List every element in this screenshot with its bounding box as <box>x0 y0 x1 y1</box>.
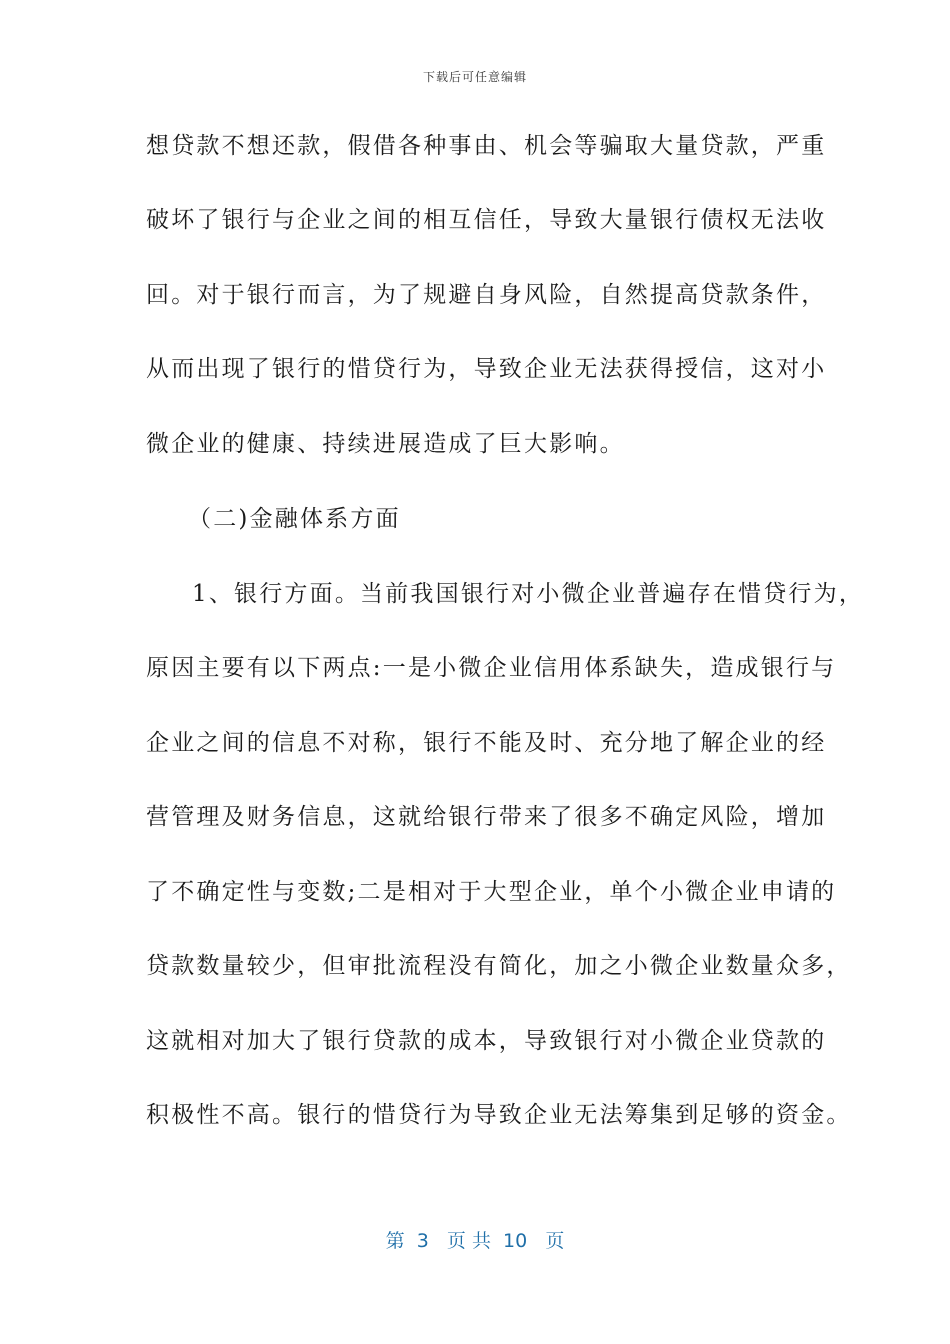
header-note: 下载后可任意编辑 <box>422 70 527 84</box>
paragraph-line: 营管理及财务信息，这就给银行带来了很多不确定风险，增加 <box>146 804 827 830</box>
paragraph-line: 原因主要有以下两点:一是小微企业信用体系缺失，造成银行与 <box>146 655 837 681</box>
paragraph-line: 这就相对加大了银行贷款的成本，导致银行对小微企业贷款的 <box>146 1028 827 1054</box>
page-number-footer: 第 3 页 共 10 页 <box>385 1230 565 1252</box>
paragraph-line: 贷款数量较少，但审批流程没有简化，加之小微企业数量众多， <box>146 953 852 979</box>
paragraph-line: 1、银行方面。当前我国银行对小微企业普遍存在惜贷行为， <box>192 581 865 607</box>
paragraph-line: 从而出现了银行的惜贷行为，导致企业无法获得授信，这对小 <box>146 356 827 382</box>
paragraph-line: 回。对于银行而言，为了规避自身风险，自然提高贷款条件， <box>146 282 827 308</box>
paragraph-line: 积极性不高。银行的惜贷行为导致企业无法筹集到足够的资金。 <box>146 1102 852 1128</box>
section-heading: （二)金融体系方面 <box>188 506 401 532</box>
paragraph-line: 破坏了银行与企业之间的相互信任，导致大量银行债权无法收 <box>146 207 827 233</box>
paragraph-line: 微企业的健康、持续进展造成了巨大影响。 <box>146 431 625 457</box>
paragraph-line: 想贷款不想还款，假借各种事由、机会等骗取大量贷款，严重 <box>146 133 827 159</box>
paragraph-line: 了不确定性与变数;二是相对于大型企业，单个小微企业申请的 <box>146 879 837 905</box>
paragraph-line: 企业之间的信息不对称，银行不能及时、充分地了解企业的经 <box>146 730 827 756</box>
